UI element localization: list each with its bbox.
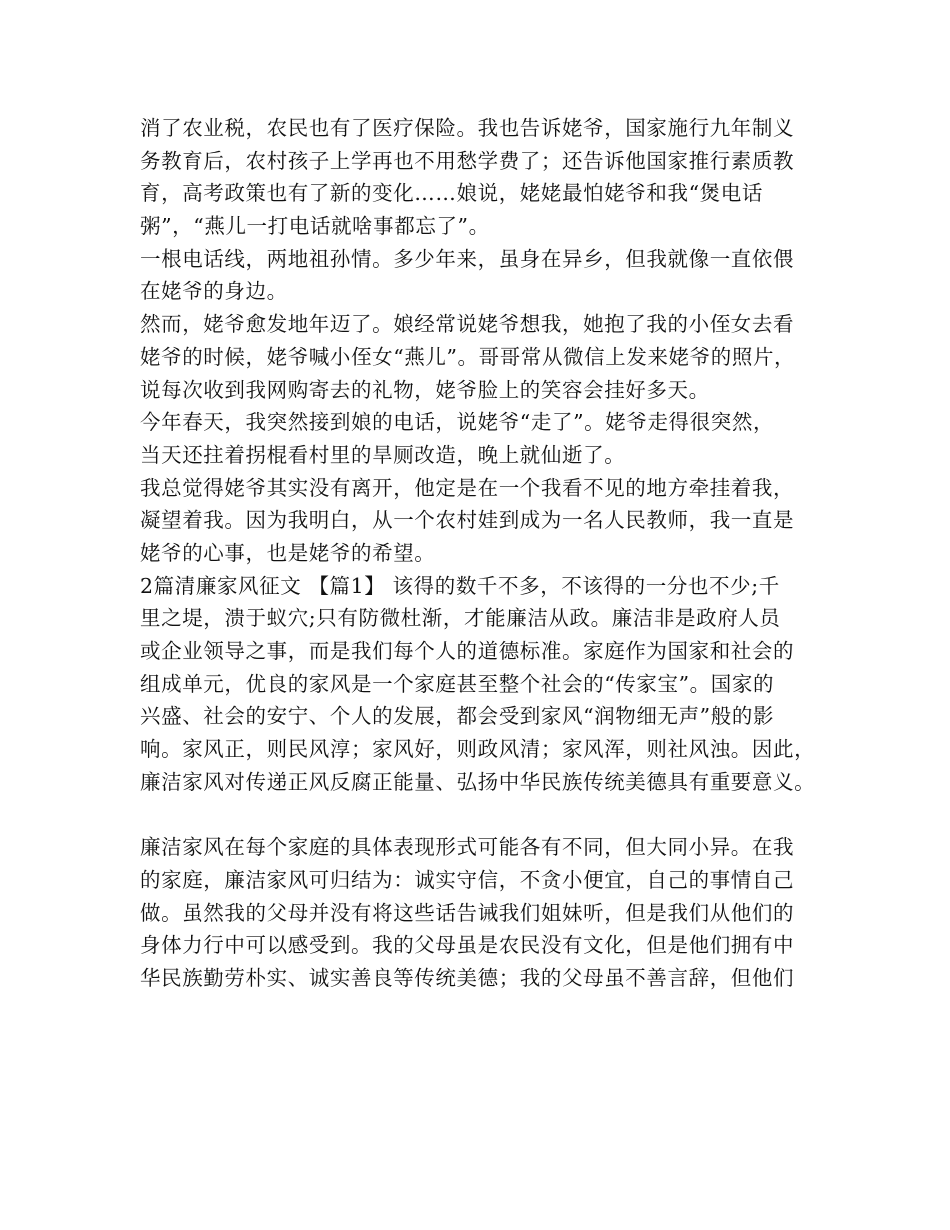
- text-line: 廉洁家风对传递正风反腐正能量、弘扬中华民族传统美德具有重要意义。: [140, 769, 816, 794]
- text-line: 我总觉得姥爷其实没有离开，他定是在一个我看不见的地方牵挂着我，: [140, 475, 795, 500]
- text-line: 做。虽然我的父母并没有将这些话告诫我们姐妹听，但是我们从他们的: [140, 900, 795, 925]
- text-line: 在姥爷的身边。: [140, 279, 288, 304]
- text-line: 务教育后，农村孩子上学再也不用愁学费了；还告诉他国家推行素质教: [140, 148, 795, 173]
- text-line: 响。家风正，则民风淳；家风好，则政风清；家风浑，则社风浊。因此，: [140, 737, 816, 762]
- text-line: 一根电话线，两地祖孙情。多少年来，虽身在异乡，但我就像一直依偎: [140, 246, 795, 271]
- text-line: 育，高考政策也有了新的变化……娘说，姥姥最怕姥爷和我“煲电话: [140, 181, 763, 206]
- text-line: 说每次收到我网购寄去的礼物，姥爷脸上的笑容会挂好多天。: [140, 377, 710, 402]
- text-line: 廉洁家风在每个家庭的具体表现形式可能各有不同，但大同小异。在我: [140, 835, 795, 860]
- text-line: 当天还拄着拐棍看村里的旱厕改造，晚上就仙逝了。: [140, 442, 626, 467]
- text-line: 华民族勤劳朴实、诚实善良等传统美德；我的父母虽不善言辞，但他们: [140, 965, 795, 990]
- text-line: 的家庭，廉洁家风可归结为：诚实守信，不贪小便宜，自己的事情自己: [140, 867, 795, 892]
- blank-line: [140, 798, 840, 831]
- text-line: 然而，姥爷愈发地年迈了。娘经常说姥爷想我，她抱了我的小侄女去看: [140, 312, 795, 337]
- text-line: 今年春天，我突然接到娘的电话，说姥爷“走了”。姥爷走得很突然，: [140, 410, 775, 435]
- text-line: 里之堤，溃于蚁穴;只有防微杜渐，才能廉洁从政。廉洁非是政府人员: [140, 606, 781, 631]
- text-line: 或企业领导之事，而是我们每个人的道德标准。家庭作为国家和社会的: [140, 639, 795, 663]
- text-line: 组成单元，优良的家风是一个家庭甚至整个社会的“传家宝”。国家的: [140, 671, 775, 696]
- text-line: 凝望着我。因为我明白，从一个农村娃到成为一名人民教师，我一直是: [140, 508, 795, 533]
- text-line: 消了农业税，农民也有了医疗保险。我也告诉姥爷，国家施行九年制义: [140, 116, 795, 140]
- text-line: 姥爷的时候，姥爷喊小侄女“燕儿”。哥哥常从微信上发来姥爷的照片，: [140, 344, 796, 369]
- text-line: 粥”，“燕儿一打电话就啥事都忘了”。: [140, 214, 490, 239]
- text-line: 姥爷的心事，也是姥爷的希望。: [140, 540, 436, 565]
- body-text: [140, 112, 840, 995]
- text-line: 身体力行中可以感受到。我的父母虽是农民没有文化，但是他们拥有中: [140, 933, 795, 958]
- text-line: 兴盛、社会的安宁、个人的发展，都会受到家风“润物细无声”般的影: [140, 704, 775, 729]
- text-line: 2篇清廉家风征文 【篇1】 该得的数千不多，不该得的一分也不少;千: [140, 573, 780, 598]
